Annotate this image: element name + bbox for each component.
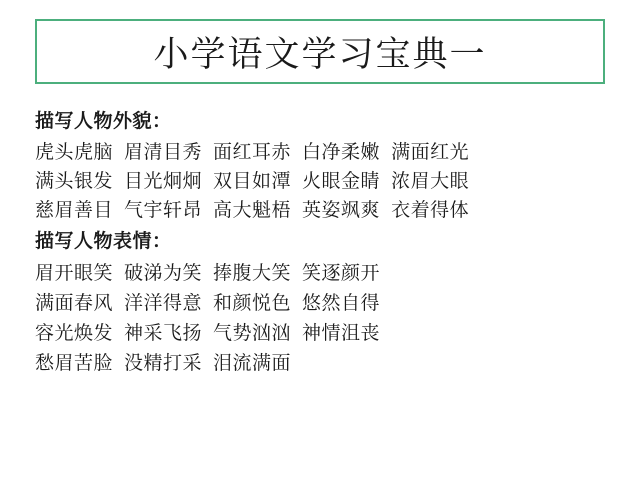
word-item: 白净柔嫩 — [302, 141, 381, 163]
word-row — [35, 318, 615, 348]
word-item: 目光炯炯 — [124, 170, 203, 192]
word-item: 泪流满面 — [213, 352, 292, 374]
word-item: 悠然自得 — [302, 292, 381, 314]
section-appearance — [35, 108, 615, 225]
word-item: 气势汹汹 — [213, 322, 292, 344]
word-item: 满面红光 — [391, 141, 470, 163]
word-item: 愁眉苦脸 — [35, 352, 114, 374]
word-item: 洋洋得意 — [124, 292, 203, 314]
section-expression — [35, 228, 615, 378]
section-heading-expression: 描写人物表情： — [35, 230, 172, 252]
word-item: 火眼金睛 — [302, 170, 381, 192]
content-area — [35, 108, 615, 378]
word-item: 满头银发 — [35, 170, 114, 192]
word-item: 虎头虎脑 — [35, 141, 114, 163]
word-item: 笑逐颜开 — [302, 262, 381, 284]
word-item: 没精打采 — [124, 352, 203, 374]
word-item: 衣着得体 — [391, 199, 470, 221]
word-row — [35, 196, 615, 225]
word-item: 和颜悦色 — [213, 292, 292, 314]
section-heading-appearance: 描写人物外貌： — [35, 110, 172, 132]
word-item: 容光焕发 — [35, 322, 114, 344]
word-row — [35, 167, 615, 196]
word-item: 眉清目秀 — [124, 141, 203, 163]
word-row — [35, 348, 615, 378]
page-title: 小学语文学习宝典一 — [153, 34, 487, 75]
word-item: 破涕为笑 — [124, 262, 203, 284]
word-item: 浓眉大眼 — [391, 170, 470, 192]
word-row — [35, 258, 615, 288]
word-item: 满面春风 — [35, 292, 114, 314]
word-item: 捧腹大笑 — [213, 262, 292, 284]
word-row — [35, 138, 615, 167]
word-item: 高大魁梧 — [213, 199, 292, 221]
word-row — [35, 288, 615, 318]
word-item: 神情沮丧 — [302, 322, 381, 344]
word-item: 慈眉善目 — [35, 199, 114, 221]
word-item: 眉开眼笑 — [35, 262, 114, 284]
word-item: 神采飞扬 — [124, 322, 203, 344]
word-item: 面红耳赤 — [213, 141, 292, 163]
word-item: 气宇轩昂 — [124, 199, 203, 221]
word-item: 双目如潭 — [213, 170, 292, 192]
word-item: 英姿飒爽 — [302, 199, 381, 221]
title-box — [35, 19, 605, 84]
